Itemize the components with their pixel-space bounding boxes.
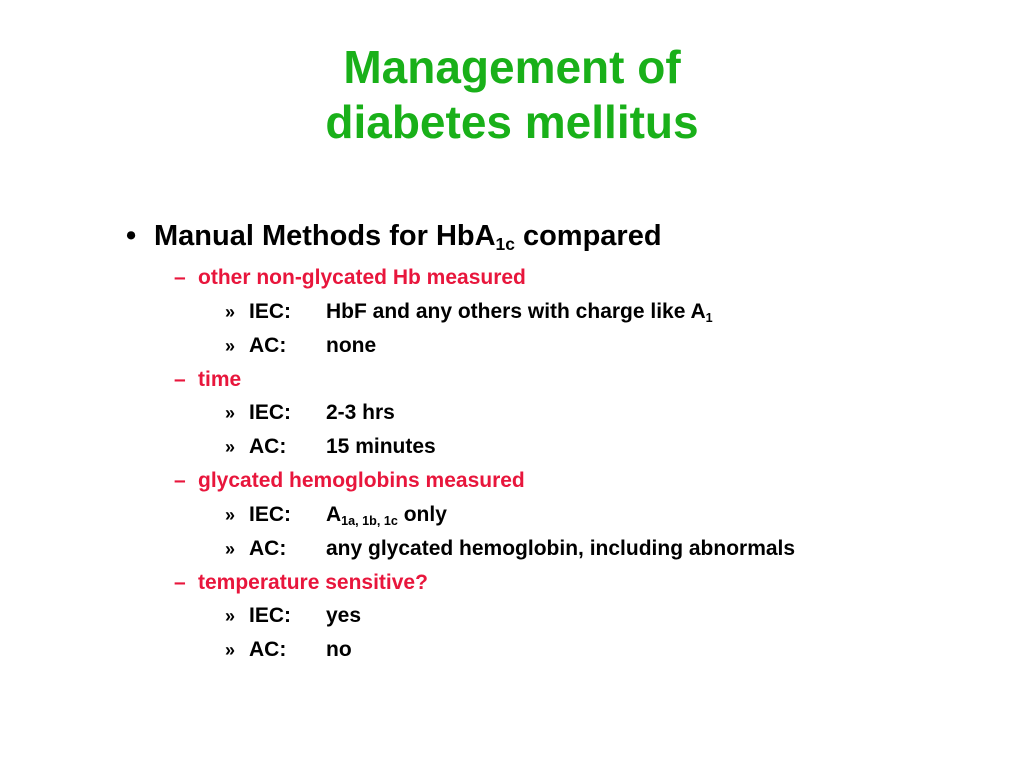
section-heading <box>174 368 241 392</box>
item-value: A <box>326 503 342 526</box>
main-bullet <box>126 220 662 253</box>
title-line-1: Management of <box>343 41 681 93</box>
item-label: AC: <box>249 435 287 458</box>
section-heading <box>174 469 525 493</box>
title-line-2: diabetes mellitus <box>325 96 699 148</box>
dash-marker: – <box>174 469 186 492</box>
dash-marker: – <box>174 571 186 594</box>
heading-text: other non-glycated Hb measured <box>198 266 526 289</box>
item-suffix: only <box>397 503 447 526</box>
dash-marker: – <box>174 368 186 391</box>
list-item <box>225 401 395 425</box>
bullet-marker: • <box>126 220 137 252</box>
section-heading <box>174 571 428 595</box>
item-value: no <box>326 638 352 661</box>
list-item <box>225 604 361 628</box>
item-label: AC: <box>249 638 287 661</box>
item-value: 15 minutes <box>326 435 436 458</box>
item-marker: » <box>225 403 236 423</box>
item-marker: » <box>225 336 236 356</box>
item-marker: » <box>225 505 236 525</box>
item-subscript: 1a, 1b, 1c <box>341 513 398 528</box>
section-heading <box>174 266 526 290</box>
item-label: IEC: <box>249 401 291 424</box>
item-marker: » <box>225 606 236 626</box>
bullet-text: Manual Methods for HbA <box>154 220 496 252</box>
item-marker: » <box>225 640 236 660</box>
bullet-subscript: 1c <box>495 234 515 255</box>
list-item <box>225 435 436 459</box>
list-item <box>225 300 713 324</box>
item-label: IEC: <box>249 604 291 627</box>
heading-text: time <box>198 368 242 391</box>
item-marker: » <box>225 302 236 322</box>
dash-marker: – <box>174 266 186 289</box>
item-marker: » <box>225 437 236 457</box>
heading-text: temperature sensitive? <box>198 571 428 594</box>
list-item <box>225 503 447 527</box>
item-value: any glycated hemoglobin, including abnormals <box>326 537 796 560</box>
list-item <box>225 537 795 561</box>
item-marker: » <box>225 539 236 559</box>
item-label: IEC: <box>249 503 291 526</box>
item-value: 2-3 hrs <box>326 401 395 424</box>
heading-text: glycated hemoglobins measured <box>198 469 525 492</box>
item-value: HbF and any others with charge like A <box>326 300 706 323</box>
item-value: none <box>326 334 377 357</box>
item-value: yes <box>326 604 362 627</box>
list-item <box>225 638 352 662</box>
item-subscript: 1 <box>705 310 713 325</box>
item-label: AC: <box>249 537 287 560</box>
list-item <box>225 334 376 358</box>
bullet-suffix: compared <box>514 220 662 252</box>
item-label: IEC: <box>249 300 291 323</box>
item-label: AC: <box>249 334 287 357</box>
